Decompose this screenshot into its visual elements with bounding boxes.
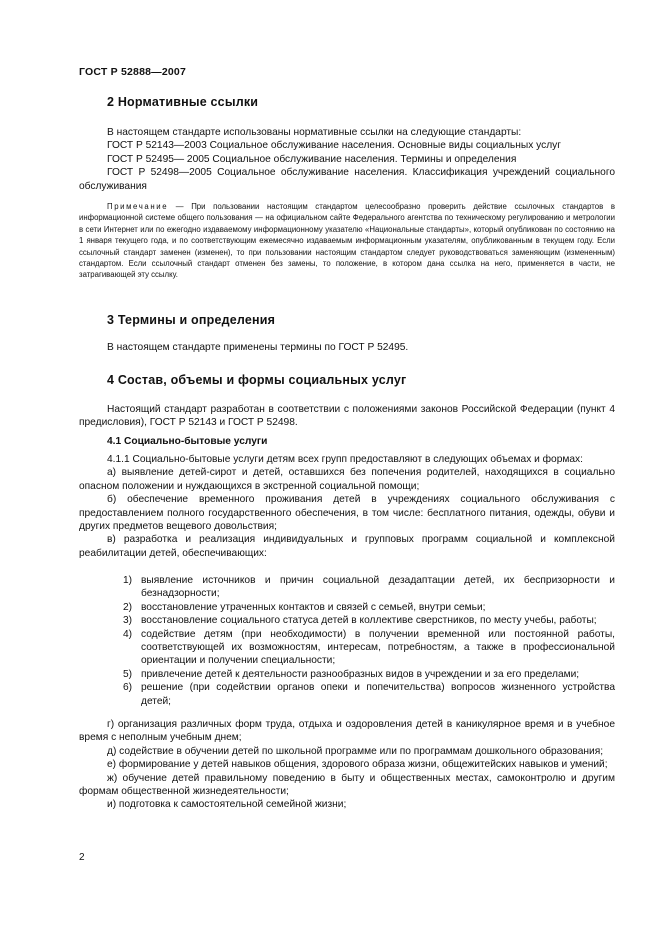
list-item-zh: ж) обучение детей правильному поведению в быту и общественных местах, самоконтролю и другим формам общественной жизнедеятельности; bbox=[79, 772, 615, 798]
sub-item bbox=[79, 614, 615, 627]
sub-item-text: решение (при содействии органов опеки и попечительства) вопросов жизненного устройства детей; bbox=[141, 682, 615, 707]
reference-item: ГОСТ Р 52495— 2005 Социальное обслуживание населения. Термины и определения bbox=[107, 153, 517, 165]
sub-item-text: содействие детям (при необходимости) в получении временной или постоянной работы, соответствующей их возможностям, интересам, потребностям, а также в профессиональной ориентации и получении специальности; bbox=[141, 628, 615, 667]
list-item-i: и) подготовка к самостоятельной семейной жизни; bbox=[107, 799, 347, 811]
section-2-intro: В настоящем стандарте использованы нормативные ссылки на следующие стандарты: bbox=[107, 127, 522, 138]
sub-item-text: привлечение детей к деятельности разнообразных видов в учреждении и за его пределами; bbox=[141, 668, 580, 680]
reference-item: ГОСТ Р 52498—2005 Социальное обслуживание населения. Классификация учреждений социального обслуживания bbox=[79, 167, 615, 192]
list-items-g-i bbox=[79, 718, 615, 812]
sub-item bbox=[79, 601, 615, 614]
document-header: ГОСТ Р 52888—2007 bbox=[79, 66, 187, 78]
page-number: 2 bbox=[79, 852, 85, 863]
sub-item-number: 1) bbox=[123, 575, 133, 586]
note-label: Примечание bbox=[107, 202, 169, 211]
note-text: — При пользовании настоящим стандартом целесообразно проверить действие ссылочных стандартов в информационной системе общего пользования — на официальном сайте Федерального агентства по техническому регулированию и метрологии в сети Интернет или по ежегодно издаваемому информационному указателю «Национальные стандарты», который опубликован по состоянию на 1 января текущего года, и по соответствующим ежемесячно издаваемым информационным указателям, опубликованным в текущем году. Если ссылочный стандарт заменен (изменен), то при пользовании настоящим стандартом следует руководствоваться заменяющим (измененным) стандартом. Если ссылочный стандарт отменен без замены, то положение, в котором дана ссылка на него, применяется в части, не затрагивающей эту ссылку. bbox=[79, 202, 615, 280]
sub-item-number: 5) bbox=[123, 668, 133, 680]
sub-item-text: выявление источников и причин социальной дезадаптации детей, их беспризорности и безнадзорности; bbox=[141, 575, 615, 600]
section-2-body bbox=[79, 126, 615, 193]
sub-item-number: 6) bbox=[123, 682, 133, 694]
section-4-1-body bbox=[79, 453, 615, 560]
sub-item bbox=[79, 668, 615, 681]
list-item-d: д) содействие в обучении детей по школьной программе или по программам дошкольного образования; bbox=[107, 745, 604, 757]
sub-item-text: восстановление социального статуса детей в коллективе сверстников, по месту учебы, работы; bbox=[141, 615, 597, 627]
sub-item bbox=[79, 628, 615, 668]
reference-item: ГОСТ Р 52143—2003 Социальное обслуживание населения. Основные виды социальных услуг bbox=[107, 140, 561, 152]
sub-item-list bbox=[79, 574, 615, 708]
section-4-heading: 4 Состав, объемы и формы социальных услуг bbox=[107, 373, 407, 387]
clause-4-1-1: 4.1.1 Социально-бытовые услуги детям всех групп предоставляют в следующих объемах и формах: bbox=[107, 454, 583, 465]
section-2-note bbox=[79, 201, 615, 281]
sub-item-number: 3) bbox=[123, 615, 133, 627]
section-4-intro: Настоящий стандарт разработан в соответствии с положениями законов Российской Федерации (пункт 4 предисловия), ГОСТ Р 52143 и ГОСТ Р 52498. bbox=[79, 404, 615, 429]
sub-item-text: восстановление утраченных контактов и связей с семьей, внутри семьи; bbox=[141, 601, 486, 613]
section-4-1-heading: 4.1 Социально-бытовые услуги bbox=[107, 436, 268, 447]
sub-item-number: 2) bbox=[123, 601, 133, 613]
sub-item-number: 4) bbox=[123, 628, 133, 640]
list-item-b: б) обеспечение временного проживания детей в учреждениях социального обслуживания с предоставлением полного государственного обеспечения, в том числе: бесплатного питания, одежды, обуви и других предметов вещевого довольствия; bbox=[79, 494, 615, 533]
section-3-text: В настоящем стандарте применены термины по ГОСТ Р 52495. bbox=[107, 342, 409, 353]
sub-item bbox=[79, 681, 615, 708]
list-item-v: в) разработка и реализация индивидуальных и групповых программ социальной и комплексной реабилитации детей, обеспечивающих: bbox=[79, 534, 615, 559]
section-3-heading: 3 Термины и определения bbox=[107, 313, 276, 327]
list-item-a: а) выявление детей-сирот и детей, оставшихся без попечения родителей, находящихся в социально опасном положении и нуждающихся в экстренной социальной помощи; bbox=[79, 467, 615, 492]
list-item-e: е) формирование у детей навыков общения, здорового образа жизни, общежитейских навыков и умений; bbox=[107, 759, 608, 771]
section-2-heading: 2 Нормативные ссылки bbox=[107, 95, 259, 109]
sub-item bbox=[79, 574, 615, 601]
list-item-g: г) организация различных форм труда, отдыха и оздоровления детей в каникулярное время и в учебное время с неполным учебным днем; bbox=[79, 719, 615, 744]
